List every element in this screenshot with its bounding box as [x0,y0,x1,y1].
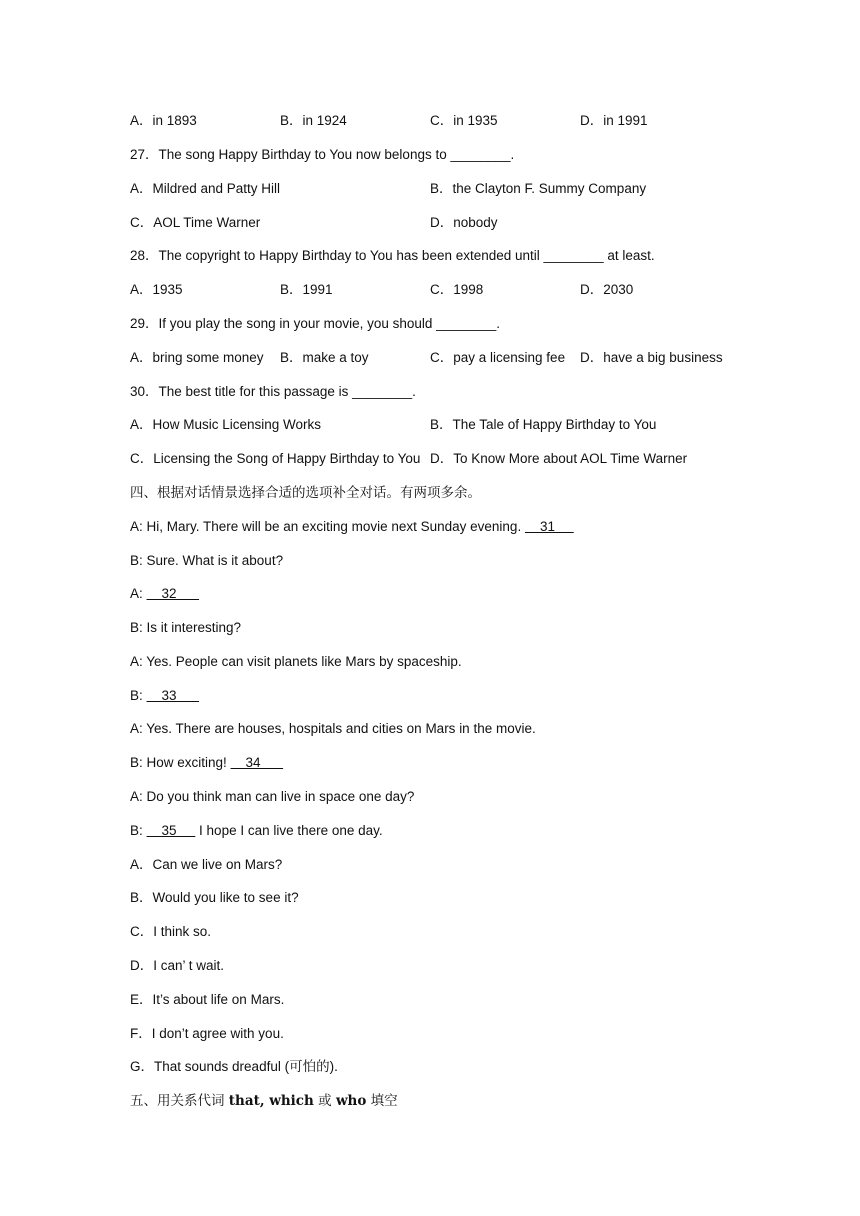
option-d: D．I can’ t wait. [130,958,225,973]
dialogue-line-1 [130,518,574,536]
q28-option-d: D．2030 [580,282,634,297]
heading-bold-word: who [335,1093,367,1109]
dialogue-line-4: B: Is it interesting? [130,620,242,635]
option-g: G．That sounds dreadful (可怕的). [130,1059,338,1074]
q29-stem: 29．If you play the song in your movie, you should ________. [130,316,500,331]
dialogue-text: B: How exciting! [130,755,231,770]
q30-option-b: B．The Tale of Happy Birthday to You [430,417,657,432]
q27-option-a: A．Mildred and Patty Hill [130,181,281,196]
blank-32: 32 [146,586,200,601]
dialogue-line-10 [130,822,383,840]
q27-stem: 27．The song Happy Birthday to You now belongs to ________. [130,147,515,162]
q27-option-b: B．the Clayton F. Summy Company [430,181,647,196]
blank-31: 31 [524,519,574,534]
dialogue-line-8 [130,754,283,772]
section4-heading: 四、根据对话情景选择合适的选项补全对话。有两项多余。 [130,485,481,501]
dialogue-line-7: A: Yes. There are houses, hospitals and cities on Mars in the movie. [130,721,536,736]
q26-option-a: A．in 1893 [130,113,197,128]
q30-option-a: A．How Music Licensing Works [130,417,322,432]
q30-option-d: D．To Know More about AOL Time Warner [430,451,688,466]
dialogue-text: B: [130,688,147,703]
q27-option-d: D．nobody [430,215,498,230]
option-f: F．I don’t agree with you. [130,1026,284,1041]
q26-option-b: B．in 1924 [280,113,347,128]
heading-text: 或 [313,1093,336,1109]
q26-option-d: D．in 1991 [580,113,648,128]
q28-option-a: A．1935 [130,282,183,297]
blank-34: 34 [230,755,284,770]
option-a: A．Can we live on Mars? [130,857,283,872]
q29-option-a: A．bring some money [130,350,264,365]
dialogue-line-5: A: Yes. People can visit planets like Mars by spaceship. [130,654,462,669]
q26-option-c: C．in 1935 [430,113,498,128]
q29-option-c: C．pay a licensing fee [430,350,566,365]
dialogue-line-9: A: Do you think man can live in space one day? [130,789,415,804]
option-e: E．It’s about life on Mars. [130,992,285,1007]
q30-option-c: C．Licensing the Song of Happy Birthday to You [130,451,421,466]
dialogue-line-3 [130,585,199,603]
dialogue-text: A: Hi, Mary. There will be an exciting movie next Sunday evening. [130,519,525,534]
q27-option-c: C．AOL Time Warner [130,215,261,230]
option-b: B．Would you like to see it? [130,890,299,905]
heading-bold-words: that, which [228,1093,314,1109]
dialogue-line-2: B: Sure. What is it about? [130,553,284,568]
heading-text: 五、用关系代词 [130,1093,229,1109]
dialogue-text: A: [130,586,147,601]
blank-33: 33 [146,688,200,703]
heading-text: 填空 [366,1093,398,1109]
q28-option-b: B．1991 [280,282,333,297]
blank-35: 35 [146,823,196,838]
q28-stem: 28．The copyright to Happy Birthday to You has been extended until ________ at least. [130,248,655,263]
option-c: C．I think so. [130,924,212,939]
dialogue-text: I hope I can live there one day. [195,823,383,838]
q30-stem: 30．The best title for this passage is ________. [130,384,416,399]
dialogue-line-6 [130,687,199,705]
q28-option-c: C．1998 [430,282,484,297]
q29-option-b: B．make a toy [280,350,369,365]
section5-heading [130,1092,398,1110]
q29-option-d: D．have a big business [580,350,723,365]
dialogue-text: B: [130,823,147,838]
